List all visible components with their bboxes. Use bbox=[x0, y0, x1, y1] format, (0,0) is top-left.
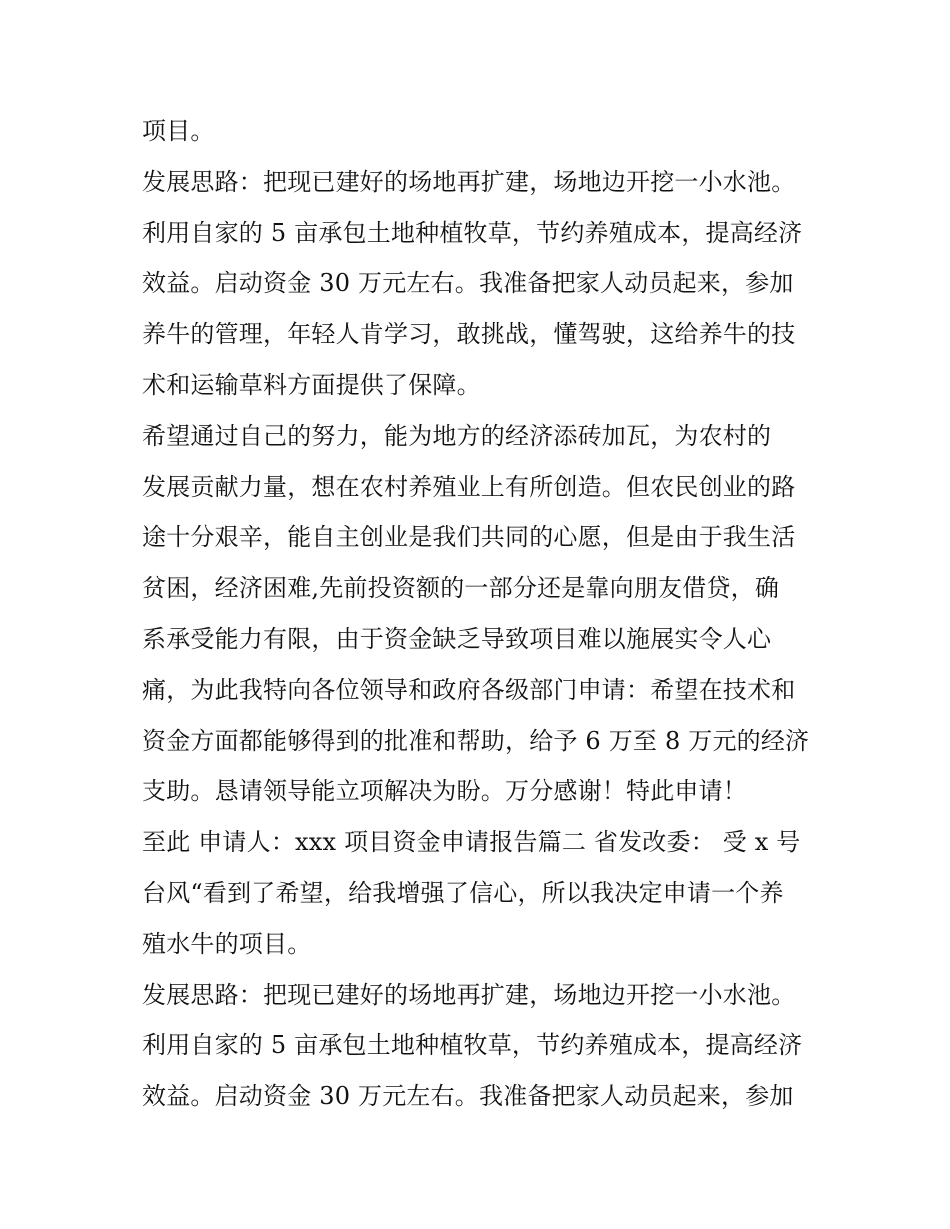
text-line: 效益。启动资金 30 万元左右。我准备把家人动员起来，参加 bbox=[142, 269, 794, 298]
text-line: 支助。恳请领导能立项解决为盼。万分感谢！特此申请！ bbox=[142, 777, 747, 806]
text-line: 发展贡献力量，想在农村养殖业上有所创造。但农民创业的路 bbox=[142, 472, 796, 501]
text-line: 殖水牛的项目。 bbox=[142, 929, 312, 958]
text-line: 术和运输草料方面提供了保障。 bbox=[142, 370, 481, 399]
text-line: 利用自家的 5 亩承包土地种植牧草，节约养殖成本，提高经济 bbox=[142, 218, 803, 247]
document-body bbox=[142, 106, 822, 1122]
text-line: 效益。启动资金 30 万元左右。我准备把家人动员起来，参加 bbox=[142, 1082, 794, 1111]
text-line: 贫困，经济困难,先前投资额的一部分还是靠向朋友借贷，确 bbox=[142, 574, 780, 603]
text-line: 资金方面都能够得到的批准和帮助，给予 6 万至 8 万元的经济 bbox=[142, 726, 810, 755]
text-line: 途十分艰辛，能自主创业是我们共同的心愿，但是由于我生活 bbox=[142, 523, 796, 552]
text-line: 希望通过自己的努力，能为地方的经济添砖加瓦，为农村的 bbox=[142, 421, 772, 450]
text-line: 台风“看到了希望，给我增强了信心，所以我决定申请一个养 bbox=[142, 878, 784, 907]
text-line: 利用自家的 5 亩承包土地种植牧草，节约养殖成本，提高经济 bbox=[142, 1031, 803, 1060]
text-line: 项目。 bbox=[142, 117, 215, 145]
text-line: 发展思路：把现已建好的场地再扩建，场地边开挖一小水池。 bbox=[142, 980, 796, 1009]
text-line: 痛，为此我特向各位领导和政府各级部门申请：希望在技术和 bbox=[142, 675, 796, 704]
text-line: 发展思路：把现已建好的场地再扩建，场地边开挖一小水池。 bbox=[142, 167, 796, 196]
text-line: 养牛的管理，年轻人肯学习，敢挑战，懂驾驶，这给养牛的技 bbox=[142, 320, 796, 349]
text-line: 至此 申请人：xxx 项目资金申请报告篇二 省发改委： 受 x 号 bbox=[142, 828, 801, 857]
text-line: 系承受能力有限，由于资金缺乏导致项目难以施展实令人心 bbox=[142, 624, 772, 653]
